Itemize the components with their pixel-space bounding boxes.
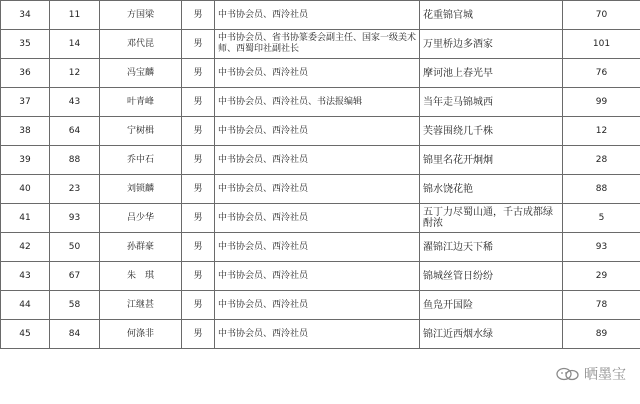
- table-row: [1, 204, 640, 233]
- work-title-cell: 濯锦江边天下稀: [420, 233, 563, 262]
- score-cell: 12: [563, 117, 640, 146]
- work-title-cell: 锦里名花开炯炯: [420, 146, 563, 175]
- table-row: [1, 1, 640, 30]
- watermark-text: 晒墨宝: [584, 367, 626, 383]
- row-number-cell: 43: [1, 262, 50, 291]
- score-cell: 29: [563, 262, 640, 291]
- score-cell: 76: [563, 59, 640, 88]
- score-cell: 78: [563, 291, 640, 320]
- artist-name-cell: 江继甚: [100, 291, 182, 320]
- artist-title-cell: 中书协会员、西泠社员: [215, 204, 420, 233]
- row-number-cell: 40: [1, 175, 50, 204]
- entry-number-cell: 43: [50, 88, 100, 117]
- row-number-cell: 35: [1, 30, 50, 59]
- artist-name-cell: 方国梁: [100, 1, 182, 30]
- gender-cell: 男: [182, 204, 215, 233]
- table-row: [1, 117, 640, 146]
- artist-title-cell: 中书协会员、西泠社员: [215, 146, 420, 175]
- entry-number-cell: 50: [50, 233, 100, 262]
- artist-title-cell: 中书协会员、西泠社员、书法报编辑: [215, 88, 420, 117]
- work-title-cell: 五丁力尽蜀山通，千古成都绿酎浓: [420, 204, 563, 233]
- table-row: [1, 262, 640, 291]
- table-row: [1, 320, 640, 349]
- row-number-cell: 36: [1, 59, 50, 88]
- row-number-cell: 41: [1, 204, 50, 233]
- gender-cell: 男: [182, 146, 215, 175]
- work-title-cell: 万里桥边多酒家: [420, 30, 563, 59]
- gender-cell: 男: [182, 291, 215, 320]
- score-cell: 101: [563, 30, 640, 59]
- work-title-cell: 锦水饶花艳: [420, 175, 563, 204]
- row-number-cell: 34: [1, 1, 50, 30]
- artist-title-cell: 中书协会员、西泠社员: [215, 320, 420, 349]
- row-number-cell: 37: [1, 88, 50, 117]
- row-number-cell: 45: [1, 320, 50, 349]
- work-title-cell: 花重锦官城: [420, 1, 563, 30]
- artist-title-cell: 中书协会员、西泠社员: [215, 291, 420, 320]
- artist-title-cell: 中书协会员、西泠社员: [215, 59, 420, 88]
- entry-number-cell: 58: [50, 291, 100, 320]
- score-cell: 93: [563, 233, 640, 262]
- gender-cell: 男: [182, 1, 215, 30]
- artist-name-cell: 朱 琪: [100, 262, 182, 291]
- artist-title-cell: 中书协会员、西泠社员: [215, 262, 420, 291]
- artist-name-cell: 吕少华: [100, 204, 182, 233]
- table-row: [1, 291, 640, 320]
- artist-title-cell: 中书协会员、西泠社员: [215, 175, 420, 204]
- gender-cell: 男: [182, 262, 215, 291]
- gender-cell: 男: [182, 175, 215, 204]
- row-number-cell: 44: [1, 291, 50, 320]
- score-cell: 89: [563, 320, 640, 349]
- watermark: [556, 364, 626, 384]
- entry-number-cell: 11: [50, 1, 100, 30]
- entry-number-cell: 93: [50, 204, 100, 233]
- entry-number-cell: 84: [50, 320, 100, 349]
- work-title-cell: 锦城丝管日纷纷: [420, 262, 563, 291]
- table-row: [1, 59, 640, 88]
- entry-number-cell: 64: [50, 117, 100, 146]
- work-title-cell: 锦江近西烟水绿: [420, 320, 563, 349]
- artist-name-cell: 邓代昆: [100, 30, 182, 59]
- entry-number-cell: 67: [50, 262, 100, 291]
- artist-name-cell: 乔中石: [100, 146, 182, 175]
- artist-name-cell: 叶青峰: [100, 88, 182, 117]
- artist-title-cell: 中书协会员、西泠社员: [215, 233, 420, 262]
- row-number-cell: 38: [1, 117, 50, 146]
- artist-name-cell: 孙群豪: [100, 233, 182, 262]
- gender-cell: 男: [182, 233, 215, 262]
- table-row: [1, 146, 640, 175]
- score-cell: 99: [563, 88, 640, 117]
- table-row: [1, 233, 640, 262]
- table-row: [1, 88, 640, 117]
- artist-name-cell: 何涤非: [100, 320, 182, 349]
- gender-cell: 男: [182, 30, 215, 59]
- score-cell: 88: [563, 175, 640, 204]
- entry-number-cell: 14: [50, 30, 100, 59]
- score-cell: 28: [563, 146, 640, 175]
- gender-cell: 男: [182, 117, 215, 146]
- table-row: [1, 30, 640, 59]
- gender-cell: 男: [182, 320, 215, 349]
- artist-name-cell: 刘锁麟: [100, 175, 182, 204]
- work-title-cell: 当年走马锦城西: [420, 88, 563, 117]
- score-cell: 5: [563, 204, 640, 233]
- entry-number-cell: 88: [50, 146, 100, 175]
- score-cell: 70: [563, 1, 640, 30]
- artist-name-cell: 冯宝麟: [100, 59, 182, 88]
- work-title-cell: 摩诃池上春光早: [420, 59, 563, 88]
- entry-number-cell: 12: [50, 59, 100, 88]
- wechat-logo-icon: [556, 367, 580, 381]
- entry-number-cell: 23: [50, 175, 100, 204]
- work-title-cell: 鱼凫开国险: [420, 291, 563, 320]
- artist-name-cell: 宁树楫: [100, 117, 182, 146]
- work-title-cell: 芙蓉围绕几千株: [420, 117, 563, 146]
- artist-title-cell: 中书协会员、省书协篆委会副主任、国家一级美术师、西蜀印社副社长: [215, 30, 420, 59]
- gender-cell: 男: [182, 59, 215, 88]
- artist-title-cell: 中书协会员、西泠社员: [215, 117, 420, 146]
- gender-cell: 男: [182, 88, 215, 117]
- table-row: [1, 175, 640, 204]
- row-number-cell: 42: [1, 233, 50, 262]
- row-number-cell: 39: [1, 146, 50, 175]
- artist-title-cell: 中书协会员、西泠社员: [215, 1, 420, 30]
